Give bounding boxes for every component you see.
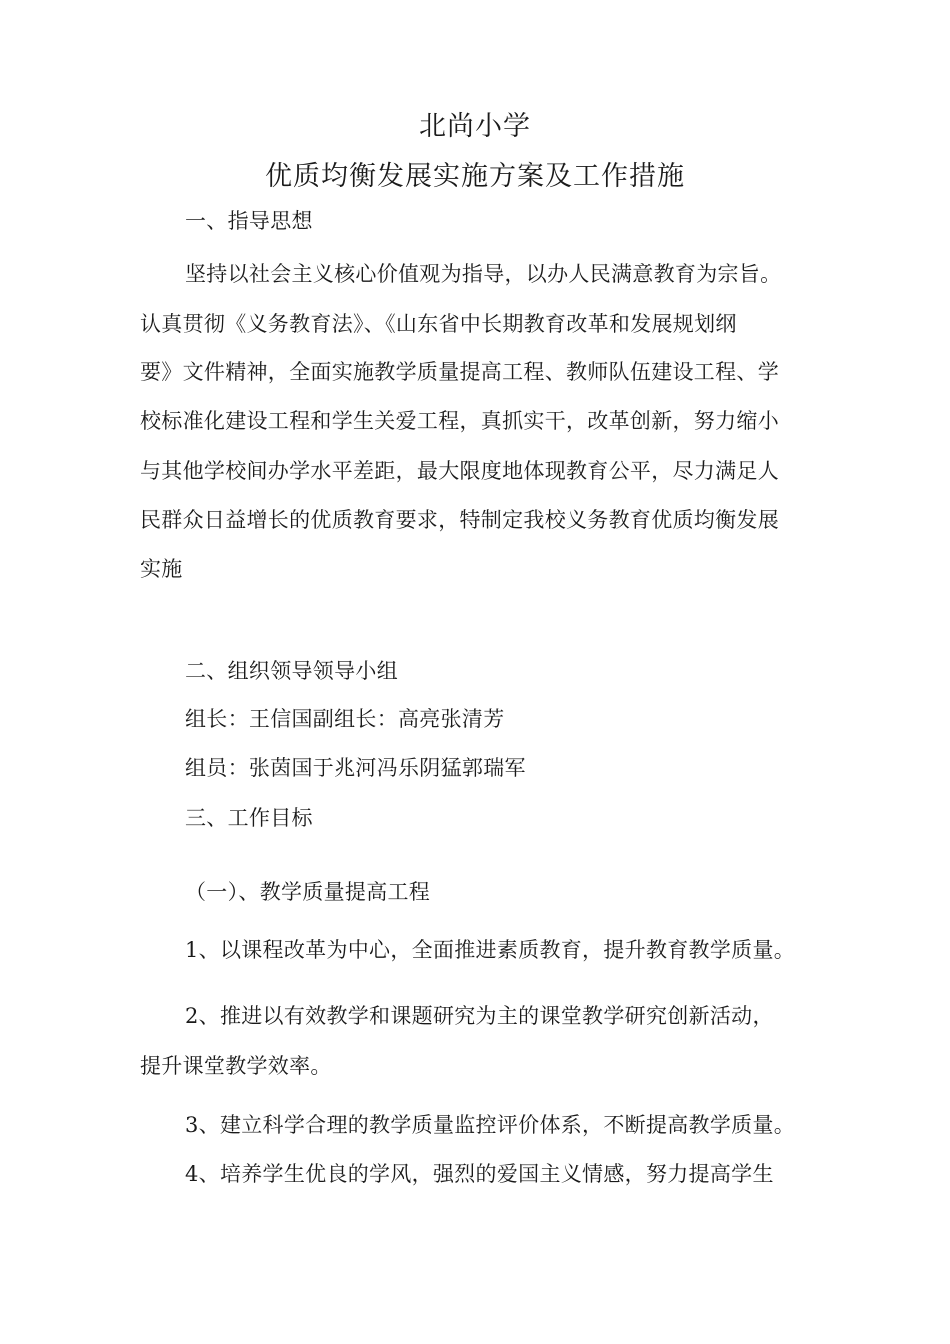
goal-item-3: 3、建立科学合理的教学质量监控评价体系，不断提高教学质量。 <box>185 1113 796 1137</box>
leader-line: 组长：王信国副组长：高亮张清芳 <box>185 707 505 731</box>
goal-item-1: 1、以课程改革为中心，全面推进素质教育，提升教育教学质量。 <box>185 938 796 962</box>
section1-line: 与其他学校间办学水平差距，最大限度地体现教育公平，尽力满足人 <box>140 459 779 483</box>
goal-item-4: 4、培养学生优良的学风，强烈的爱国主义情感，努力提高学生 <box>185 1162 774 1186</box>
members-line: 组员：张茵国于兆河冯乐阴猛郭瑞军 <box>185 756 526 780</box>
goal-item-2-continuation: 提升课堂教学效率。 <box>140 1054 332 1078</box>
section1-heading: 一、指导思想 <box>185 209 313 233</box>
document-title: 北尚小学 <box>419 111 531 142</box>
goal-item-2: 2、推进以有效教学和课题研究为主的课堂教学研究创新活动， <box>185 1004 774 1028</box>
section1-line: 民群众日益增长的优质教育要求，特制定我校义务教育优质均衡发展 <box>140 508 779 532</box>
section1-line: 要》文件精神，全面实施教学质量提高工程、教师队伍建设工程、学 <box>140 360 779 384</box>
section3-heading: 三、工作目标 <box>185 806 313 830</box>
section1-line: 认真贯彻《义务教育法》、《山东省中长期教育改革和发展规划纲 <box>140 312 737 336</box>
section1-line: 实施 <box>140 557 183 581</box>
section1-line: 校标准化建设工程和学生关爱工程，真抓实干，改革创新，努力缩小 <box>140 409 779 433</box>
document-subtitle: 优质均衡发展实施方案及工作措施 <box>265 161 685 192</box>
section2-heading: 二、组织领导领导小组 <box>185 659 398 683</box>
section3-subheading: （一）、教学质量提高工程 <box>185 880 431 904</box>
section1-line: 坚持以社会主义核心价值观为指导，以办人民满意教育为宗旨。 <box>185 262 782 286</box>
